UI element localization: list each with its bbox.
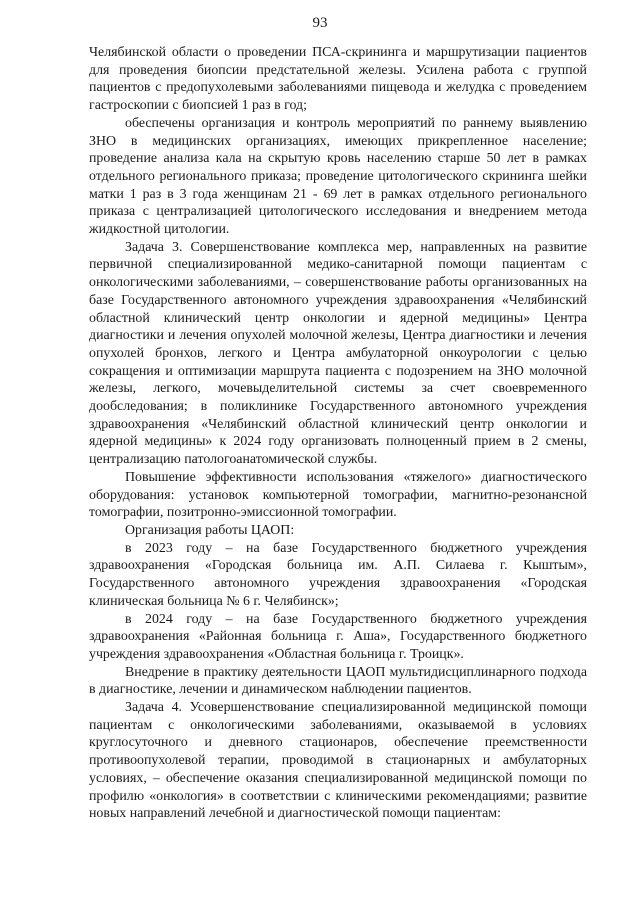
paragraph: Задача 4. Усовершенствование специализированной медицинской помощи пациентам с онкологическими заболеваниями, оказываемой в условиях круглосуточного и дневного стационаров, обеспечение преемственности противоопухолевой терапии, проводимой в стационарных и амбулаторных условиях, – обеспечение оказания специализированной медицинской помощи по профилю «онкология» в соответствии с клиническими рекомендациями; развитие новых направлений лечебной и диагностической помощи пациентам: (89, 700, 587, 822)
paragraph: Задача 3. Совершенствование комплекса мер, направленных на развитие первичной специализированной медико-санитарной помощи пациентам с онкологическими заболеваниями, – совершенствование работы организованных на базе Государственного автономного учреждения здравоохранения «Челябинский областной клинический центр онкологии и ядерной медицины» Центра диагностики и лечения опухолей молочной железы, Центра диагностики и лечения опухолей бронхов, легкого и Центра амбулаторной онкоурологии с целью сокращения и оптимизации маршрута пациента с подозрением на ЗНО молочной железы, легкого, мочевыделительной системы за счет своевременного дообследования; в поликлинике Государственного автономного учреждения здравоохранения «Челябинский областной клинический центр онкологии и ядерной медицины» к 2024 году организовать полноценный прием в 2 смены, централизацию патологоанатомической службы. (89, 239, 587, 468)
paragraph: Повышение эффективности использования «тяжелого» диагностического оборудования: установок компьютерной томографии, магнитно-резонансной томографии, позитронно-эмиссионной томографии. (89, 469, 587, 521)
paragraph: Челябинской области о проведении ПСА-скрининга и маршрутизации пациентов для проведения биопсии предстательной железы. Усилена работа с группой пациентов с предопухолевыми заболеваниями пищевода и желудка с проведением гастроскопии с биопсией 1 раз в год; (89, 45, 587, 114)
paragraph: Организация работы ЦАОП: (125, 522, 295, 538)
document-body (89, 44, 587, 823)
paragraph: в 2024 году – на базе Государственного бюджетного учреждения здравоохранения «Районная больница г. Аша», Государственного бюджетного учреждения здравоохранения «Областная больница г. Троицк». (89, 611, 587, 662)
page-number: 93 (312, 15, 328, 31)
paragraph: в 2023 году – на базе Государственного бюджетного учреждения здравоохранения «Городская больница им. А.П. Силаева г. Кыштым», Государственного автономного учреждения здравоохранения «Городская клиническая больница № 6 г. Челябинск»; (89, 540, 587, 609)
paragraph: обеспечены организация и контроль мероприятий по раннему выявлению ЗНО в медицинских организациях, имеющих прикрепленное население; проведение анализа кала на скрытую кровь населению старше 50 лет в рамках отдельного регионального приказа; проведение цитологического скрининга шейки матки 1 раз в 3 года женщинам 21 - 69 лет в рамках отдельного регионального приказа с централизацией цитологического исследования и внедрением метода жидкостной цитологии. (89, 115, 587, 238)
paragraph: Внедрение в практику деятельности ЦАОП мультидисциплинарного подхода в диагностике, лечении и динамическом наблюдении пациентов. (89, 664, 587, 698)
